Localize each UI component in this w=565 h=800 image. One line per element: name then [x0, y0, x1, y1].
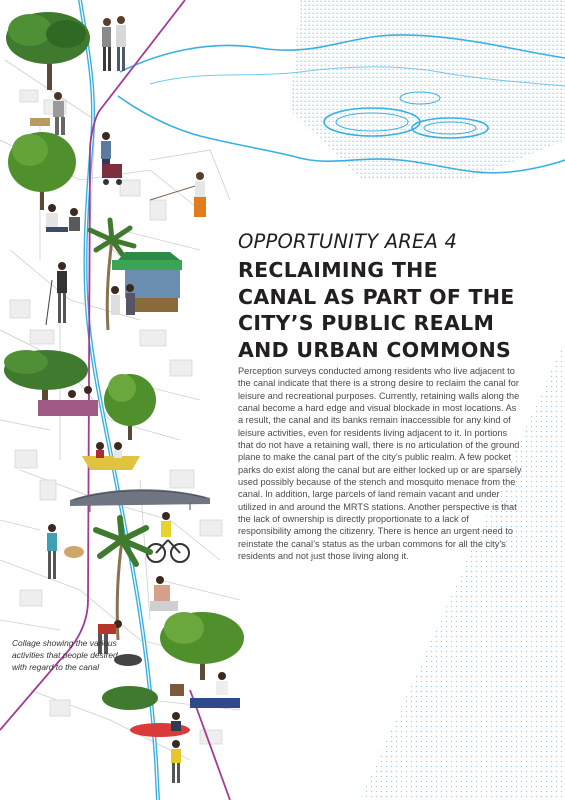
figure-caption: Collage showing the various activities that people desired with regard to the canal — [12, 638, 118, 672]
photographer-icon — [46, 262, 67, 325]
section-title-line: AND URBAN COMMONS — [238, 337, 512, 362]
section-title-line: CANAL AS PART OF THE — [238, 284, 515, 309]
kayaker-icon — [130, 712, 190, 783]
tree-icon — [4, 350, 98, 416]
tree-icon — [6, 12, 90, 90]
food-stall-icon — [111, 252, 182, 315]
section-title-line: RECLAIMING THE — [238, 258, 438, 282]
section-title-line: CITY’S PUBLIC REALM — [238, 311, 495, 335]
walking-people-icon — [102, 16, 126, 71]
heading-block — [238, 230, 538, 363]
bridge-icon — [70, 489, 210, 512]
body-paragraph: Perception surveys conducted among residents who live adjacent to the canal indicate that there is a strong desire to reclaim the canal for leisure and recreational purposes. Currently, retaining walls along the canal become a hard edge and visual blockade in most locations. As a result, the canal and its banks remain inaccessible for any kind of leisure activities, even for residents living adjacent to it. In portions that do not have a retaining wall, there is no articulation of the ground plane to make the canal part of the city’s public realm. A few pocket parks do exist along the canal but are either locked up or are sparsely used possibly because of the stench and mosquito menace from the canal. In addition, large parcels of land remain vacant and under utilized in and around the MRTS stations. Another perspective is that the lack of ownership is directly proportionate to a lack of responsibility among the citizenry. There is hence an urgent need to reinstate the canal’s status as the urban commons for all the city’s residents and not just those living along it. — [238, 366, 522, 562]
dog-walker-icon — [47, 524, 84, 579]
tree-icon — [8, 132, 76, 210]
dotted-field-top — [290, 0, 565, 180]
shrub-icon — [102, 684, 184, 710]
tree-icon — [104, 374, 156, 440]
stroller-icon — [101, 132, 122, 185]
section-subtitle: OPPORTUNITY AREA 4 — [238, 230, 458, 253]
seated-people-icon — [46, 204, 80, 232]
